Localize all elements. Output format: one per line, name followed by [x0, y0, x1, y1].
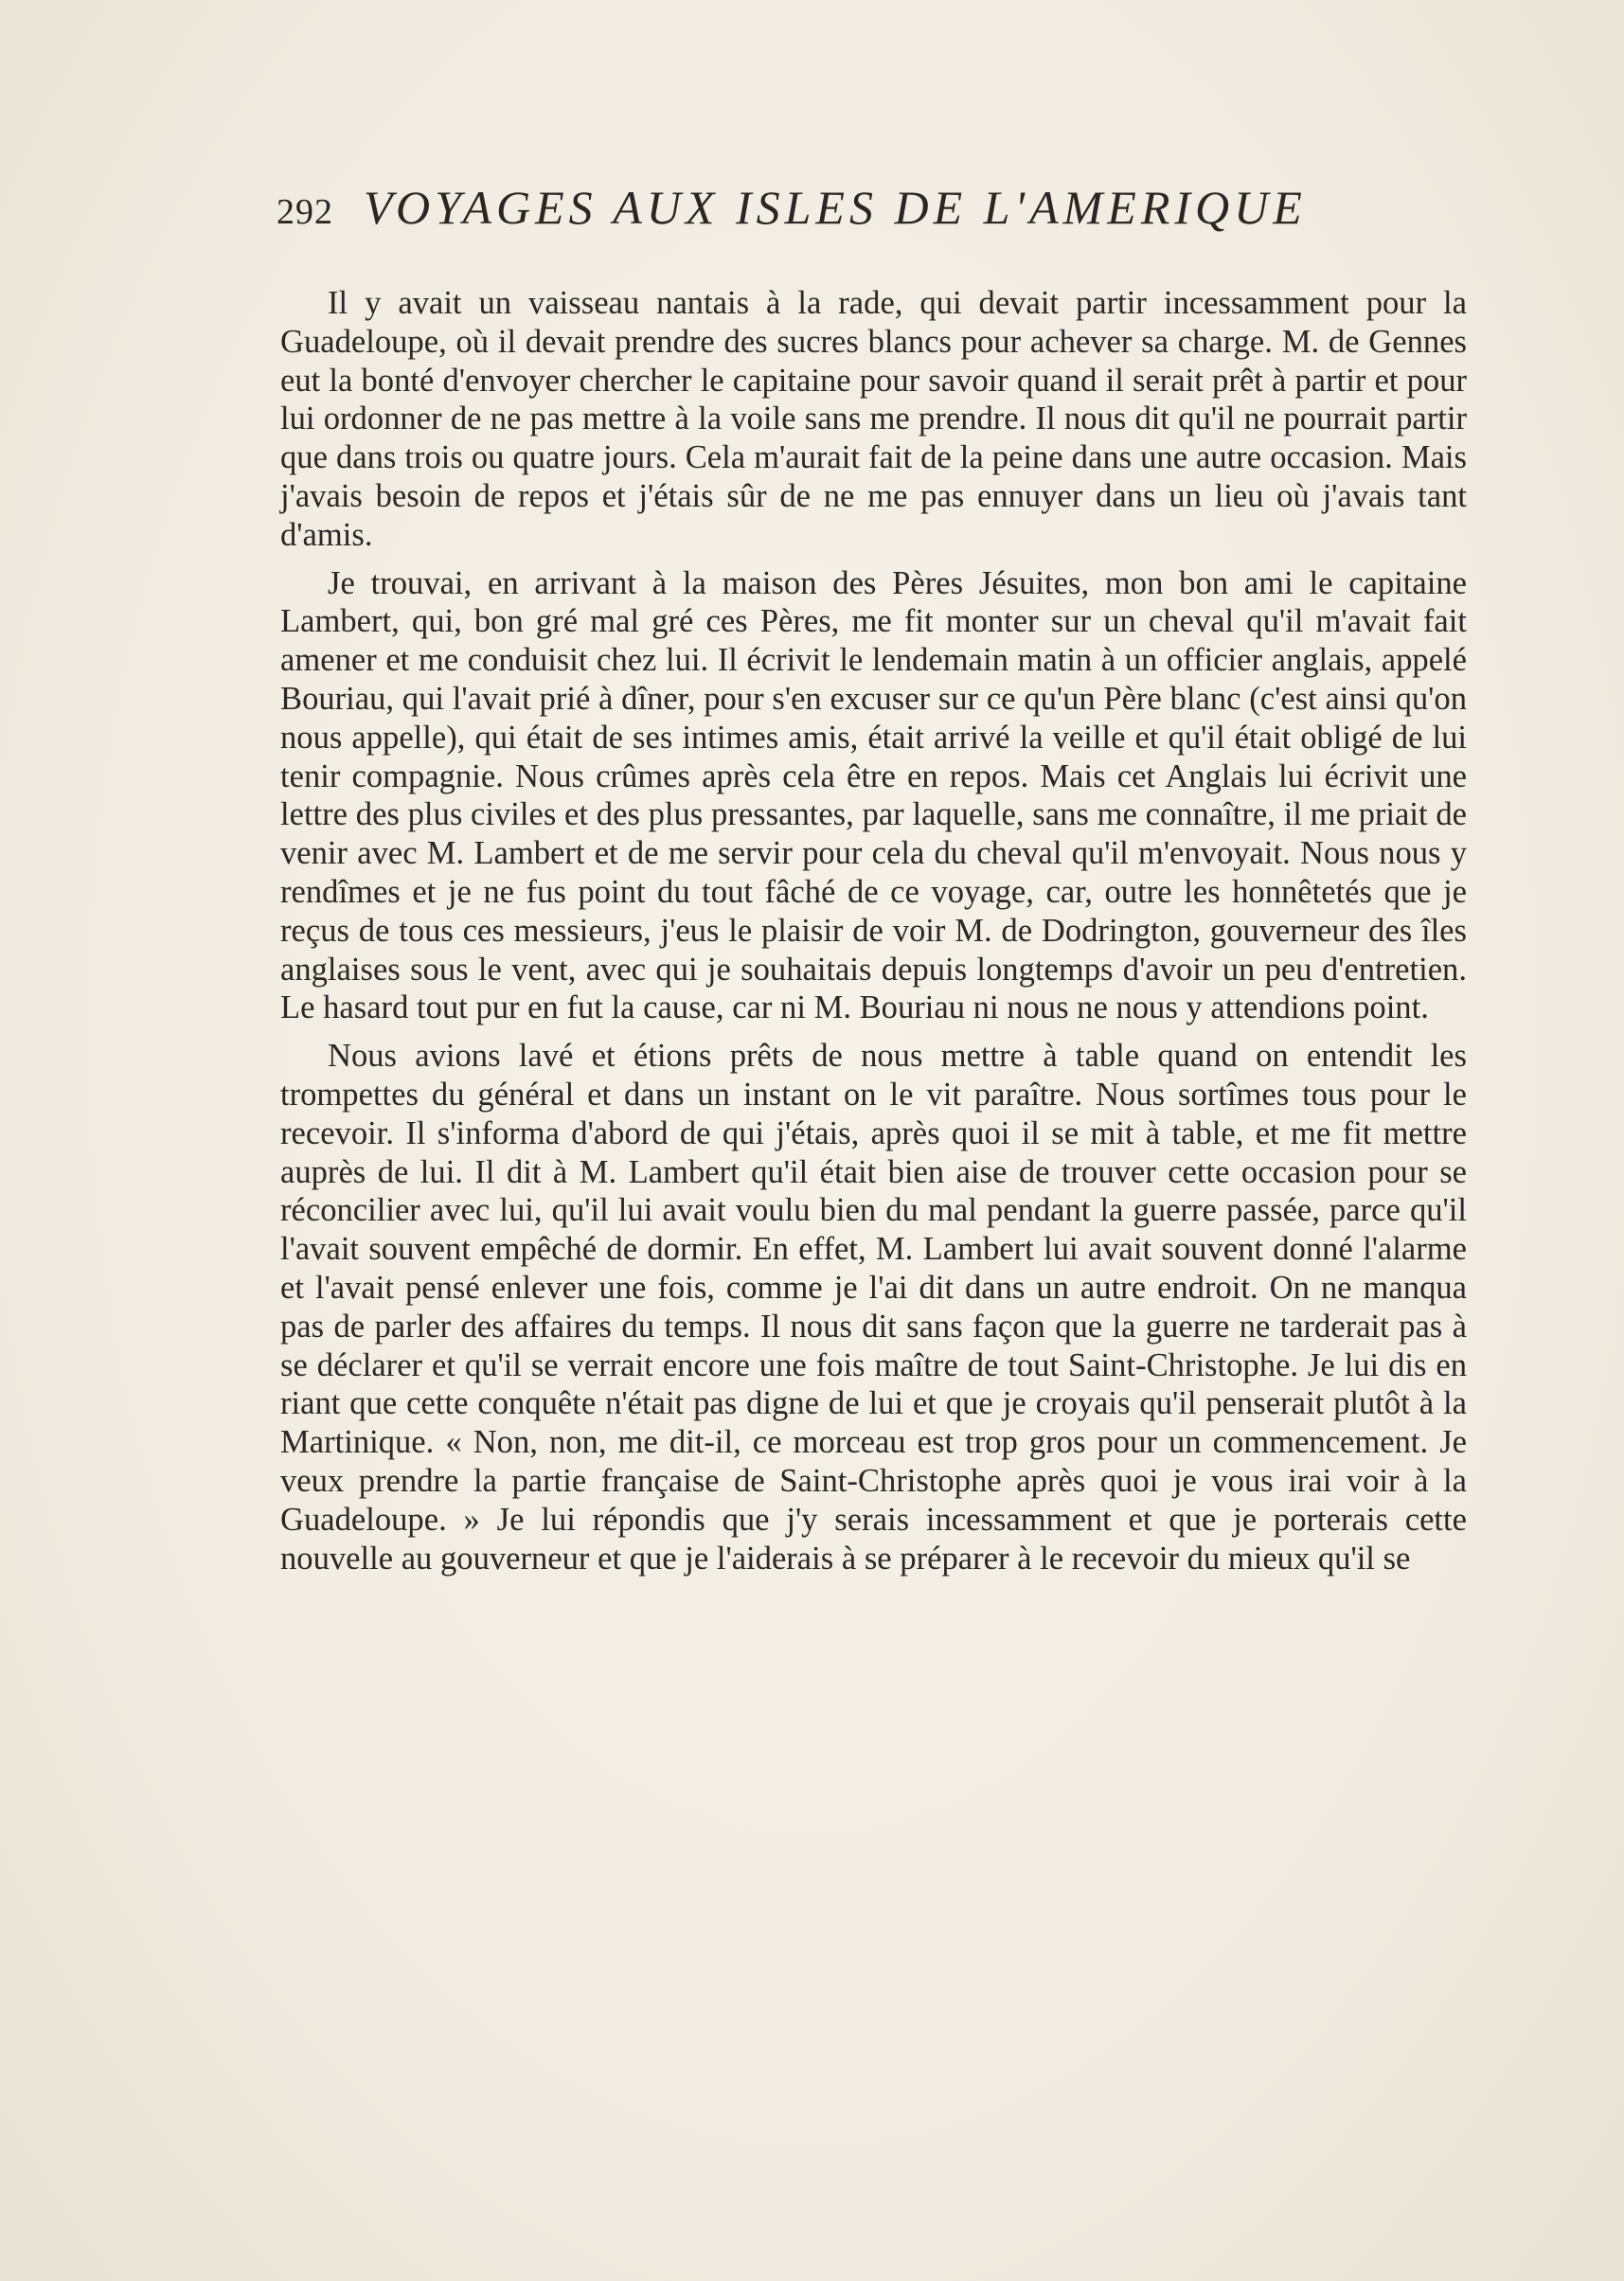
running-title: VOYAGES AUX ISLES DE L'AMERIQUE [364, 181, 1307, 234]
page-header [277, 180, 1489, 256]
body-text [280, 284, 1467, 1587]
paragraph: Nous avions lavé et étions prêts de nous mettre à table quand on entendit les trompettes du général et dans un instant on le vit paraître. Nous sortîmes tous pour le recevoir. Il s'informa d'abord de qui j'étais, après quoi il se mit à table, et me fit mettre auprès de lui. Il dit à M. Lambert qu'il était bien aise de trouver cette occasion pour se réconcilier avec lui, qu'il lui avait voulu bien du mal pendant la guerre passée, parce qu'il l'avait souvent empêché de dormir. En effet, M. Lambert lui avait souvent donné l'alarme et l'avait pensé enlever une fois, comme je l'ai dit dans un autre endroit. On ne manqua pas de parler des affaires du temps. Il nous dit sans façon que la guerre ne tarderait pas à se déclarer et qu'il se verrait encore une fois maître de tout Saint-Christophe. Je lui dis en riant que cette conquête n'était pas digne de lui et que je croyais qu'il penserait plutôt à la Martinique. « Non, non, me dit-il, ce morceau est trop gros pour un commencement. Je veux prendre la partie française de Saint-Christophe après quoi je vous irai voir à la Guadeloupe. » Je lui répondis que j'y serais incessamment et que je porterais cette nouvelle au gouverneur et que je l'aiderais à se préparer à le recevoir du mieux qu'il se [280, 1038, 1467, 1577]
page-number: 292 [277, 192, 333, 232]
paragraph: Je trouvai, en arrivant à la maison des Pères Jésuites, mon bon ami le capitaine Lambert, qui, bon gré mal gré ces Pères, me fit monter sur un cheval qu'il m'avait fait amener et me conduisit chez lui. Il écrivit le lendemain matin à un officier anglais, appelé Bouriau, qui l'avait prié à dîner, pour s'en excuser sur ce qu'un Père blanc (c'est ainsi qu'on nous appelle), qui était de ses intimes amis, était arrivé la veille et qu'il était obligé de lui tenir compagnie. Nous crûmes après cela être en repos. Mais cet Anglais lui écrivit une lettre des plus civiles et des plus pressantes, par laquelle, sans me connaître, il me priait de venir avec M. Lambert et de me servir pour cela du cheval qu'il m'envoyait. Nous nous y rendîmes et je ne fus point du tout fâché de ce voyage, car, outre les honnêtetés que je reçus de tous ces messieurs, j'eus le plaisir de voir M. de Dodrington, gouverneur des îles anglaises sous le vent, avec qui je souhaitais depuis longtemps d'avoir un peu d'entretien. Le hasard tout pur en fut la cause, car ni M. Bouriau ni nous ne nous y attendions point. [280, 564, 1467, 1026]
paragraph: Il y avait un vaisseau nantais à la rade, qui devait partir incessamment pour la Guadeloupe, où il devait prendre des sucres blancs pour achever sa charge. M. de Gennes eut la bonté d'envoyer chercher le capitaine pour savoir quand il serait prêt à partir et pour lui ordonner de ne pas mettre à la voile sans me prendre. Il nous dit qu'il ne pourrait partir que dans trois ou quatre jours. Cela m'aurait fait de la peine dans une autre occasion. Mais j'avais besoin de repos et j'étais sûr de ne me pas ennuyer dans un lieu où j'avais tant d'amis. [280, 285, 1467, 553]
